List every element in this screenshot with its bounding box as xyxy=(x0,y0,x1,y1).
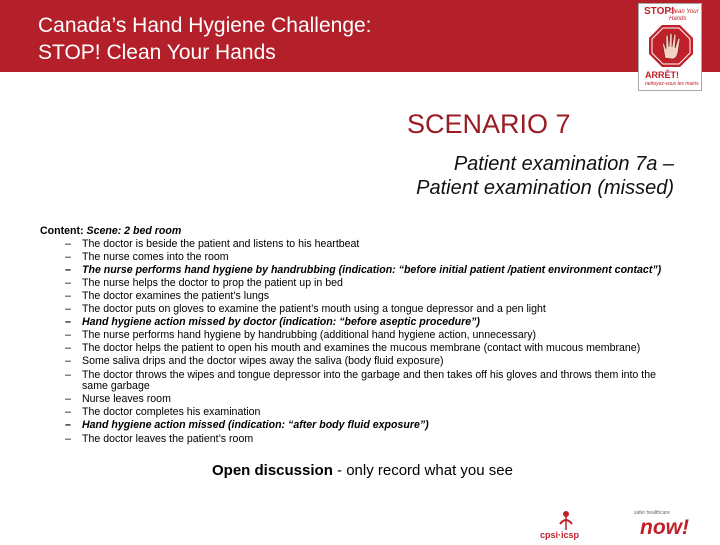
safer-healthcare-now-logo xyxy=(632,504,690,543)
list-dash: – xyxy=(65,406,71,419)
cpsi-icon xyxy=(540,506,618,540)
header-banner xyxy=(0,0,720,72)
scenario-step-text: The doctor examines the patient’s lungs xyxy=(82,289,270,302)
now-logo-icon xyxy=(632,504,690,538)
list-dash: – xyxy=(65,419,71,432)
scenario-step-text: The nurse comes into the room xyxy=(82,250,229,263)
scenario-step xyxy=(65,316,670,329)
scenario-step xyxy=(65,263,670,277)
scenario-step xyxy=(65,368,670,393)
scenario-step xyxy=(65,355,670,368)
scenario-step xyxy=(65,432,670,446)
discussion-rest: - only record what you see xyxy=(332,462,513,479)
list-dash: – xyxy=(65,263,71,276)
scenario-step xyxy=(65,303,670,316)
list-dash: – xyxy=(65,432,71,445)
logo-clean-text: Clean Your Hands xyxy=(669,9,699,22)
list-dash: – xyxy=(65,393,71,406)
list-dash: – xyxy=(65,276,71,289)
scenario-step-text: The doctor throws the wipes and tongue depressor into the garbage and then takes off his gloves and throws them into the same garbage xyxy=(82,368,656,393)
content-heading xyxy=(40,226,670,238)
scenario-step xyxy=(65,406,670,419)
scenario-steps-list xyxy=(40,239,670,446)
now-small-text: safer healthcare xyxy=(634,510,670,516)
header-title-line2: STOP! Clean Your Hands xyxy=(38,41,276,64)
scenario-step-text: Hand hygiene action missed by doctor (indication: “before aseptic procedure”) xyxy=(82,316,480,329)
scenario-step xyxy=(65,276,670,290)
scenario-step xyxy=(65,393,670,406)
cpsi-text: cpsi·icsp xyxy=(540,530,580,540)
stop-clean-hands-logo xyxy=(638,3,702,91)
stop-hand-icon xyxy=(648,24,694,68)
scenario-step xyxy=(65,329,670,342)
discussion-strong: Open discussion xyxy=(212,462,333,479)
cpsi-logo xyxy=(540,506,618,545)
scenario-step xyxy=(65,342,670,355)
scenario-step-text: Hand hygiene action missed (indication: “after body fluid exposure”) xyxy=(82,419,429,432)
list-dash: – xyxy=(65,303,71,316)
header-title xyxy=(38,12,372,66)
logo-lavez-text: nettoyez-vous les mains xyxy=(645,81,699,87)
scenario-step-text: The nurse helps the doctor to prop the patient up in bed xyxy=(82,276,343,289)
scenario-step xyxy=(65,289,670,303)
list-dash: – xyxy=(65,329,71,342)
list-dash: – xyxy=(65,316,71,329)
scenario-step-text: The doctor puts on gloves to examine the patient’s mouth using a tongue depressor and a pen light xyxy=(82,303,546,316)
list-dash: – xyxy=(65,289,71,302)
scenario-step xyxy=(65,250,670,264)
subtitle-line1: Patient examination 7a – xyxy=(453,153,674,175)
list-dash: – xyxy=(65,250,71,263)
logo-arret-text: ARRÊT! xyxy=(645,70,679,80)
scenario-step-text: Some saliva drips and the doctor wipes away the saliva (body fluid exposure) xyxy=(82,355,444,368)
scenario-heading: SCENARIO 7 xyxy=(407,109,571,139)
list-dash: – xyxy=(65,368,71,381)
discussion-note xyxy=(212,462,513,479)
content-block xyxy=(40,226,670,447)
header-title-line1: Canada’s Hand Hygiene Challenge: xyxy=(38,14,372,37)
scenario-step-text: The doctor leaves the patient’s room xyxy=(82,432,254,445)
now-text: now! xyxy=(640,516,689,538)
list-dash: – xyxy=(65,355,71,368)
subtitle-line2: Patient examination (missed) xyxy=(416,177,674,199)
list-dash: – xyxy=(65,342,71,355)
content-label: Content: xyxy=(40,225,84,237)
scenario-step xyxy=(65,237,670,251)
scenario-step-text: The nurse performs hand hygiene by handrubbing (additional hand hygiene action, unnecessary) xyxy=(82,329,537,342)
scenario-subtitle xyxy=(334,152,674,200)
scenario-step-text: The doctor completes his examination xyxy=(82,406,261,419)
scenario-step-text: Nurse leaves room xyxy=(82,393,171,406)
scenario-step-text: The doctor is beside the patient and listens to his heartbeat xyxy=(82,237,360,250)
scenario-step xyxy=(65,419,670,432)
scene-label: Scene: 2 bed room xyxy=(86,225,182,237)
scenario-step-text: The nurse performs hand hygiene by handrubbing (indication: “before initial patient /patient environment contact”) xyxy=(82,263,662,276)
logo-stop-text: STOP! xyxy=(644,6,675,17)
scenario-step-text: The doctor helps the patient to open his mouth and examines the mucous membrane (contact with mucous membrane) xyxy=(82,342,641,355)
list-dash: – xyxy=(65,237,71,250)
